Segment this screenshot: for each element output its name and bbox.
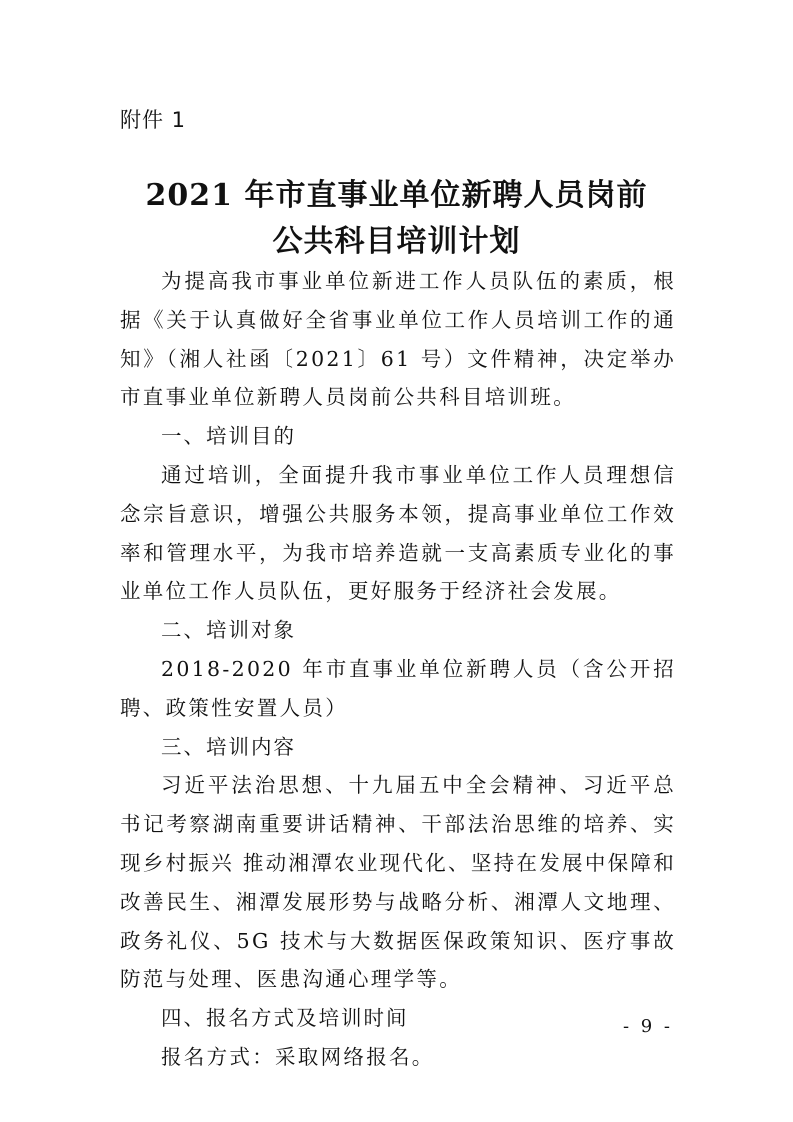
- section-paragraph-target: 2018-2020 年市直事业单位新聘人员（含公开招聘、政策性安置人员）: [120, 656, 676, 720]
- intro-paragraph: 为提高我市事业单位新进工作人员队伍的素质，根据《关于认真做好全省事业单位工作人员培训工作的通知》（湘人社函〔2021〕61 号）文件精神，决定举办市直事业单位新聘人员岗前公共科目培训班。: [120, 269, 676, 410]
- section-paragraph-purpose: 通过培训，全面提升我市事业单位工作人员理想信念宗旨意识，增强公共服务本领，提高事业单位工作效率和管理水平，为我市培养造就一支高素质专业化的事业单位工作人员队伍，更好服务于经济社会发展。: [120, 462, 676, 604]
- section-heading-purpose: 一、培训目的: [161, 424, 296, 449]
- page-number: - 9 -: [622, 1016, 673, 1037]
- section-heading-content: 三、培训内容: [161, 734, 296, 759]
- document-title-line-1: 2021 年市直事业单位新聘人员岗前: [145, 178, 648, 213]
- section-paragraph-registration: 报名方式：采取网络报名。: [161, 1044, 435, 1069]
- section-heading-target: 二、培训对象: [161, 618, 296, 643]
- attachment-label: 附件 1: [120, 108, 187, 132]
- section-heading-registration: 四、报名方式及培训时间: [161, 1006, 409, 1031]
- document-body: [120, 262, 676, 1077]
- section-paragraph-content: 习近平法治思想、十九届五中全会精神、习近平总书记考察湖南重要讲话精神、干部法治思维的培养、实现乡村振兴 推动湘潭农业现代化、坚持在发展中保障和改善民生、湘潭发展形势与战略分析、湘潭人文地理、政务礼仪、5G 技术与大数据医保政策知识、医疗事故防范与处理、医患沟通心理学等。: [120, 773, 677, 992]
- document-title-line-2: 公共科目培训计划: [272, 224, 521, 259]
